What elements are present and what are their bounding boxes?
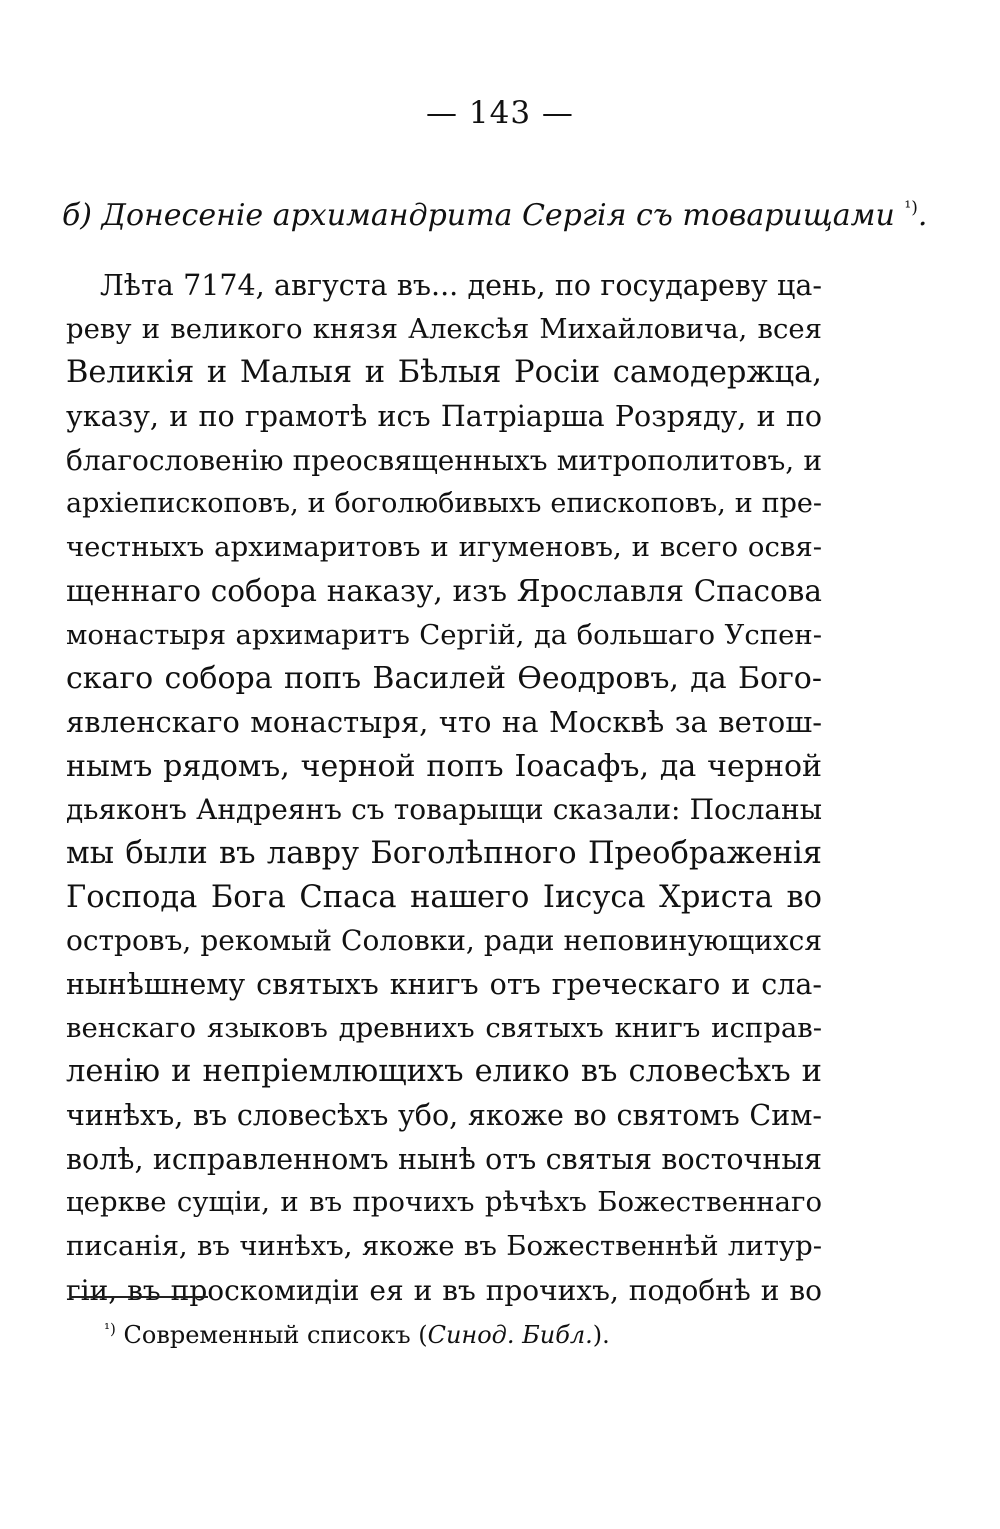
text-line: явленскаго монастыря, что на Москвѣ за ветош- — [66, 704, 822, 739]
text-line: Лѣта 7174, августа въ... день, по государеву ца- — [100, 269, 822, 302]
text-line: ленію и непріемлющихъ елико въ словесѣхъ и — [66, 1054, 822, 1090]
footnote-text: Современный списокъ ( — [123, 1321, 428, 1349]
text-line: чинѣхъ, въ словесѣхъ убо, якоже во святомъ Сим- — [66, 1099, 822, 1133]
footnote-divider — [70, 1296, 208, 1298]
section-heading-text: б) Донесеніе архимандрита Сергія съ товарищами — [62, 198, 895, 233]
text-line: нынѣшнему святыхъ книгъ отъ греческаго и сла- — [66, 968, 822, 1001]
text-line: дьяконъ Андреянъ съ товарыщи сказали: Посланы — [66, 793, 822, 827]
text-line: реву и великого князя Алексѣя Михайловича, всея — [66, 312, 822, 345]
text-line: гіи, въ проскомидіи ея и въ прочихъ, подобнѣ и во — [66, 1273, 822, 1307]
heading-footnote-mark: ¹) — [904, 198, 918, 218]
text-line: Великія и Малыя и Бѣлыя Росіи самодержца, — [66, 355, 822, 391]
footnote — [104, 1320, 610, 1349]
text-line: Господа Бога Спаса нашего Іисуса Христа во — [66, 879, 822, 915]
text-line: островъ, рекомый Соловки, ради неповинующихся — [66, 924, 822, 958]
text-line: монастыря архимаритъ Сергій, да большаго Успен- — [66, 618, 822, 651]
footnote-source: Синод. Библ. — [427, 1321, 593, 1349]
page-number: — 143 — — [426, 95, 574, 131]
body-text — [66, 264, 822, 1313]
heading-trail: . — [917, 198, 928, 233]
text-line: венскаго языковъ древнихъ святыхъ книгъ исправ- — [66, 1011, 822, 1044]
text-line: писанія, въ чинѣхъ, якоже въ Божественнѣй литур- — [66, 1230, 822, 1263]
text-line: щеннаго собора наказу, изъ Ярославля Спасова — [66, 573, 822, 608]
text-line: скаго собора попъ Василей Ѳеодровъ, да Бого- — [66, 661, 822, 697]
text-line: благословенію преосвященныхъ митрополитовъ, и — [66, 443, 822, 477]
text-line: волѣ, исправленномъ нынѣ отъ святыя восточныя — [66, 1142, 822, 1176]
text-line: церкве сущіи, и въ прочихъ рѣчѣхъ Божественнаго — [66, 1186, 822, 1219]
text-line: указу, и по грамотѣ исъ Патріарша Розряду, и по — [66, 400, 822, 434]
section-heading — [62, 198, 928, 233]
text-line: мы были въ лавру Боголѣпного Преображенія — [66, 835, 822, 871]
text-line: нымъ рядомъ, черной попъ Іоасафъ, да черной — [66, 748, 822, 784]
text-line: архіепископовъ, и боголюбивыхъ епископовъ, и пре- — [66, 488, 822, 520]
footnote-mark: ¹) — [104, 1320, 116, 1338]
text-line: честныхъ архимаритовъ и игуменовъ, и всего освя- — [66, 531, 822, 564]
footnote-close: ). — [592, 1321, 610, 1349]
